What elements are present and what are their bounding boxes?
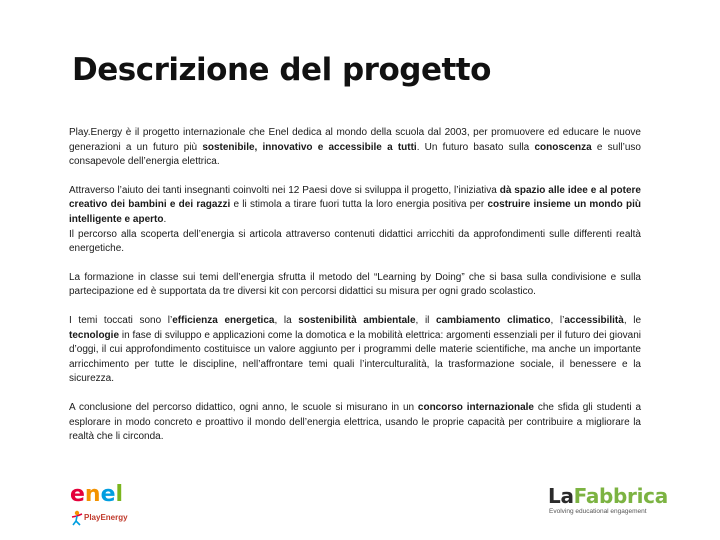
lafabbrica-wordmark xyxy=(548,484,668,508)
text-run: Il percorso alla scoperta dell’energia si articola attraverso contenuti didattici arricchiti da approfondimenti sulle differenti realtà energetiche. xyxy=(69,228,641,255)
lafabbrica-part1: La xyxy=(548,484,574,508)
text-run: La formazione in classe sui temi dell’energia sfrutta il metodo del “Learning by Doing” che si basa sulla condivisione e sulla partecipazione ed è supportata da tre diversi kit con percorsi didattici su misura per ogni grado scolastico. xyxy=(69,271,641,298)
bold-text-run: tecnologie xyxy=(69,329,120,341)
lafabbrica-logo xyxy=(548,484,668,518)
page-title: Descrizione del progetto xyxy=(72,52,491,88)
text-run: Attraverso l’aiuto dei tanti insegnanti coinvolti nei 12 Paesi dove si sviluppa il progetto, l’iniziativa xyxy=(69,184,500,196)
paragraph-intro xyxy=(69,126,641,170)
paragraph-contest xyxy=(69,401,641,445)
enel-wordmark xyxy=(70,482,123,507)
text-run: . xyxy=(163,213,167,225)
bold-text-run: costruire insieme un mondo più intelligente e aperto xyxy=(69,199,641,225)
text-run: . Un futuro basato sulla xyxy=(416,141,535,153)
text-run: , le xyxy=(623,314,642,326)
enel-letter: l xyxy=(115,482,124,507)
text-run: in fase di sviluppo e applicazioni come la domotica e la mobilità elettrica: argomenti essenziali per il futuro dei giovani d’oggi, il cui approfondimento costituisce un valore aggiunto per i programmi delle materie scientifiche, ma anche un importante arricchimento per tutte le discipline, nell’affrontare temi quali l’interculturalità, la trasformazione sociale, il benessere e la sicurezza. xyxy=(69,329,641,385)
playenergy-label: PlayEnergy xyxy=(84,513,128,522)
bold-text-run: cambiamento climatico xyxy=(436,314,551,326)
project-description xyxy=(69,126,641,459)
enel-letter: n xyxy=(84,482,101,507)
paragraph-teachers xyxy=(69,184,641,228)
paragraph-path xyxy=(69,228,641,257)
text-run: e li stimola a tirare fuori tutta la loro energia positiva per xyxy=(230,199,488,211)
text-run: che sfida gli studenti a esplorare in modo concreto e proattivo il mondo dell’energia elettrica, usando le proprie capacità per contribuire a migliorare la realtà che li circonda. xyxy=(69,401,641,443)
bold-text-run: accessibilità xyxy=(564,314,624,326)
lafabbrica-part2: Fabbrica xyxy=(573,484,668,508)
text-run: e sull’uso consapevole dell’energia elettrica. xyxy=(69,141,641,168)
lafabbrica-tagline: Evolving educational engagement xyxy=(549,508,647,515)
enel-letter: e xyxy=(70,482,85,507)
bold-text-run: sostenibile, innovativo e accessibile a tutti xyxy=(202,141,417,153)
text-run: , il xyxy=(415,314,437,326)
enel-logo xyxy=(70,482,128,528)
text-run: , la xyxy=(274,314,299,326)
bold-text-run: sostenibilità ambientale xyxy=(298,314,416,326)
paragraph-training xyxy=(69,271,641,300)
playenergy-logo xyxy=(70,510,140,526)
text-run: I temi toccati sono l’ xyxy=(69,314,173,326)
bold-text-run: conoscenza xyxy=(534,141,592,153)
text-run: Play.Energy è il progetto internazionale che Enel dedica al mondo della scuola dal 2003, per promuovere ed educare le nuove generazioni a un futuro più xyxy=(69,127,641,153)
bold-text-run: concorso internazionale xyxy=(417,401,534,413)
paragraph-topics xyxy=(69,314,641,387)
text-run: , l’ xyxy=(550,314,565,326)
playenergy-figure-icon xyxy=(70,510,84,526)
bold-text-run: dà spazio alle idee e al potere creativo dei bambini e dei ragazzi xyxy=(69,184,641,211)
bold-text-run: efficienza energetica xyxy=(172,314,275,326)
enel-letter: e xyxy=(100,482,116,507)
text-run: A conclusione del percorso didattico, ogni anno, le scuole si misurano in un xyxy=(69,401,418,413)
